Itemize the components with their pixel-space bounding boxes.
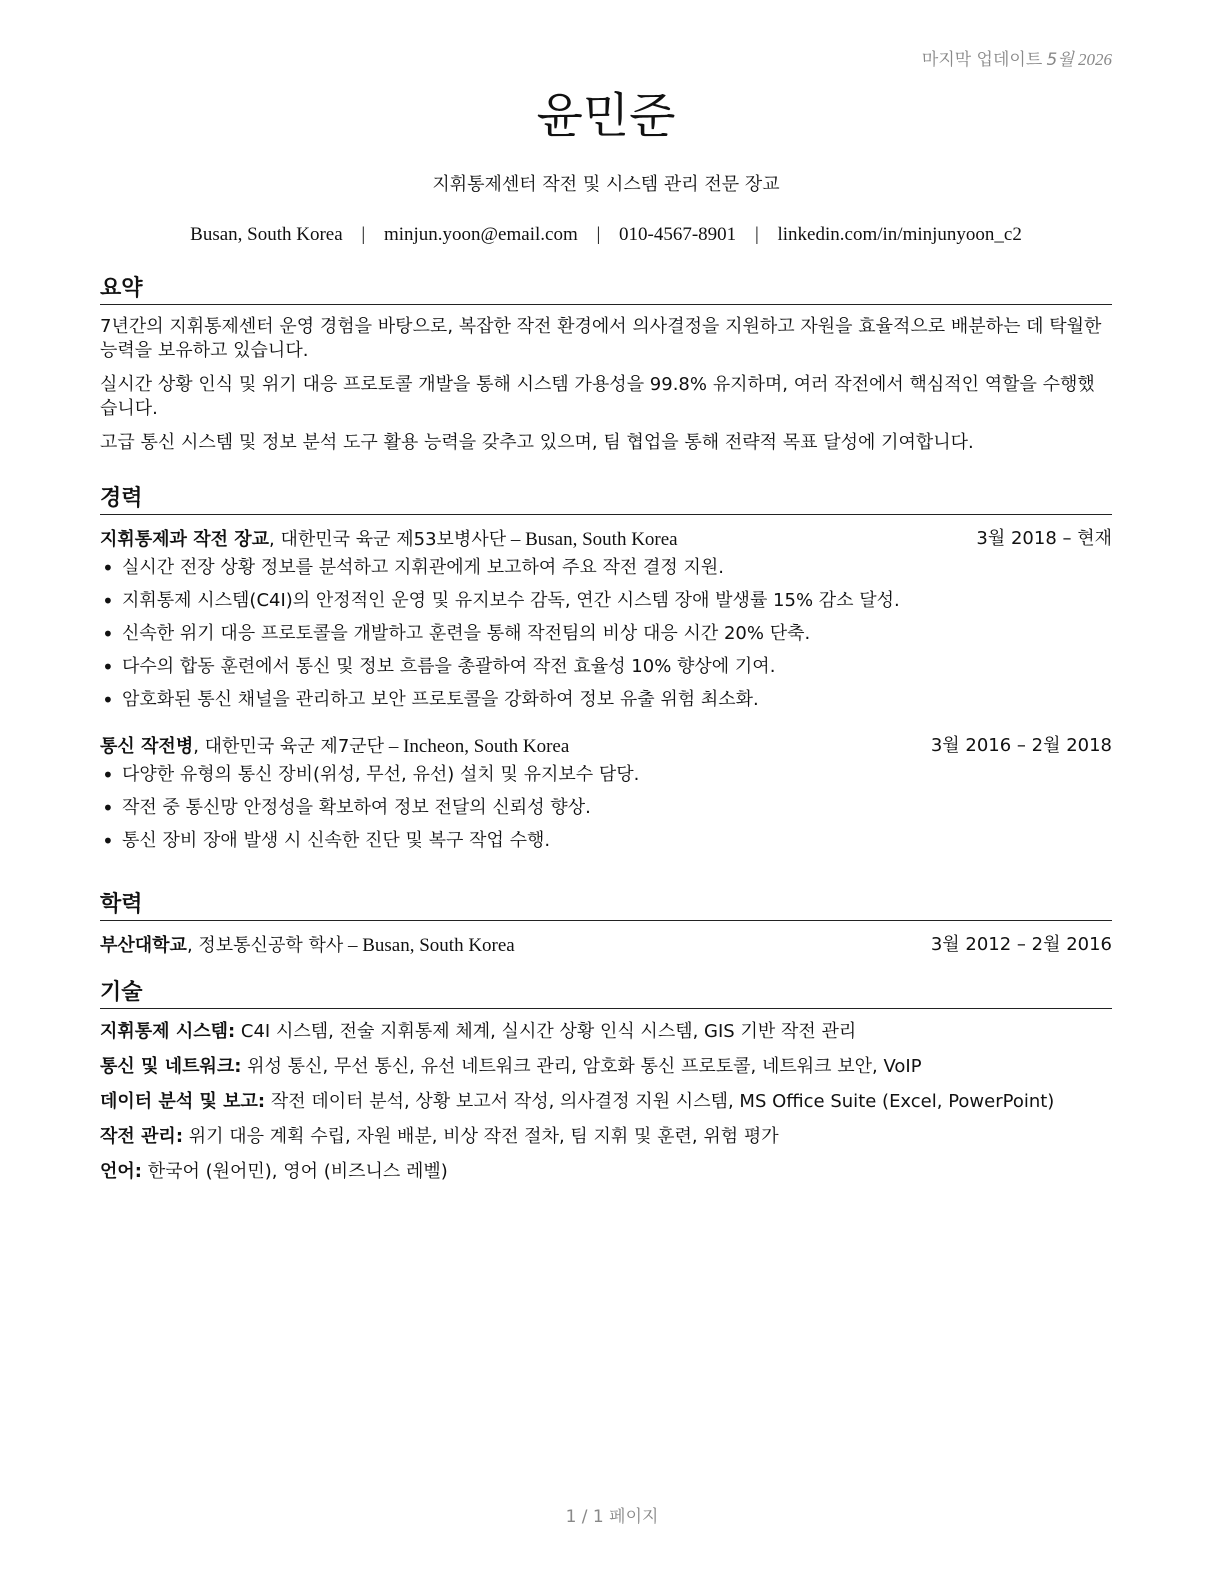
skill-label: 통신 및 네트워크: — [100, 1056, 242, 1077]
job-location: – Incheon, South Korea — [384, 736, 570, 757]
skill-row — [100, 1055, 1112, 1079]
summary-paragraph: 실시간 상황 인식 및 위기 대응 프로토콜 개발을 통해 시스템 가용성을 99.8% 유지하며, 여러 작전에서 핵심적인 역할을 수행했습니다. — [100, 374, 1095, 419]
degree: , 정보통신공학 학사 — [186, 935, 344, 956]
skill-value: C4I 시스템, 전술 지휘통제 체계, 실시간 상황 인식 시스템, GIS 기반 작전 관리 — [235, 1021, 857, 1042]
job-title: 지휘통제과 작전 장교 — [100, 529, 270, 550]
page-word: 페이지 — [609, 1507, 659, 1527]
skill-label: 작전 관리: — [100, 1126, 184, 1147]
skill-row — [100, 1090, 1112, 1114]
education-section — [100, 892, 1112, 958]
last-updated-label: 마지막 업데이트 — [921, 50, 1043, 70]
job-bullet: • 통신 장비 장애 발생 시 신속한 진단 및 복구 작업 수행. — [100, 829, 1112, 853]
contact-line — [100, 224, 1112, 246]
job-header — [100, 734, 1112, 759]
job-bullet: • 다양한 유형의 통신 장비(위성, 무선, 유선) 설치 및 유지보수 담당. — [100, 763, 1112, 787]
skill-label: 데이터 분석 및 보고: — [100, 1091, 266, 1112]
page-footer — [0, 1502, 1224, 1527]
last-updated-month: 5월 — [1046, 50, 1074, 70]
resume-subtitle: 지휘통제센터 작전 및 시스템 관리 전문 장교 — [432, 174, 780, 195]
job-dates: 3월 2018 – 현재 — [976, 528, 1112, 549]
job-bullet: • 암호화된 통신 채널을 관리하고 보안 프로토콜을 강화하여 정보 유출 위험 최소화. — [100, 688, 1112, 712]
job-bullet: • 다수의 합동 훈련에서 통신 및 정보 흐름을 총괄하여 작전 효율성 10% 향상에 기여. — [100, 655, 1112, 679]
skill-value: 위기 대응 계획 수립, 자원 배분, 비상 작전 절차, 팀 지휘 및 훈련, 위험 평가 — [183, 1126, 779, 1147]
job-org: , 대한민국 육군 제53보병사단 — [269, 529, 507, 550]
school-location: – Busan, South Korea — [343, 935, 515, 956]
school-name: 부산대학교 — [100, 935, 187, 956]
contact-email[interactable]: minjun.yoon@email.com — [383, 224, 578, 245]
job-location: – Busan, South Korea — [506, 529, 678, 550]
experience-heading: 경력 — [100, 486, 1112, 515]
last-updated-year: 2026 — [1078, 50, 1112, 69]
contact-separator: | — [361, 224, 366, 245]
job-bullet: • 지휘통제 시스템(C4I)의 안정적인 운영 및 유지보수 감독, 연간 시스템 장애 발생률 15% 감소 달성. — [100, 589, 1112, 613]
skill-label: 언어: — [100, 1161, 142, 1182]
job-org: , 대한민국 육군 제7군단 — [193, 736, 385, 757]
skills-heading: 기술 — [100, 980, 1112, 1009]
last-updated — [922, 45, 1112, 70]
job-bullets — [100, 556, 1112, 712]
skill-value: 작전 데이터 분석, 상황 보고서 작성, 의사결정 지원 시스템, MS Office Suite (Excel, PowerPoint) — [265, 1091, 1055, 1112]
summary-section — [100, 276, 1112, 455]
experience-section — [100, 486, 1112, 862]
job-bullets — [100, 763, 1112, 853]
skill-row — [100, 1125, 1112, 1149]
contact-separator: | — [596, 224, 601, 245]
resume-name: 윤민준 — [536, 88, 676, 144]
contact-phone[interactable]: 010-4567-8901 — [619, 224, 737, 245]
job-bullet: • 실시간 전장 상황 정보를 분석하고 지휘관에게 보고하여 주요 작전 결정 지원. — [100, 556, 1112, 580]
skills-section — [100, 980, 1112, 1184]
education-entry — [100, 933, 1112, 958]
contact-location: Busan, South Korea — [190, 224, 343, 245]
skill-value: 위성 통신, 무선 통신, 유선 네트워크 관리, 암호화 통신 프로토콜, 네트워크 보안, VoIP — [241, 1056, 922, 1077]
education-dates: 3월 2012 – 2월 2016 — [930, 934, 1112, 955]
summary-heading: 요약 — [100, 276, 1112, 305]
summary-paragraph: 7년간의 지휘통제센터 운영 경험을 바탕으로, 복잡한 작전 환경에서 의사결정을 지원하고 자원을 효율적으로 배분하는 데 탁월한 능력을 보유하고 있습니다. — [100, 316, 1102, 361]
skill-value: 한국어 (원어민), 영어 (비즈니스 레벨) — [141, 1161, 448, 1182]
skill-label: 지휘통제 시스템: — [100, 1021, 236, 1042]
page-indicator: 1 / 1 — [565, 1507, 604, 1527]
education-heading: 학력 — [100, 892, 1112, 921]
skill-row — [100, 1160, 1112, 1184]
contact-separator: | — [754, 224, 759, 245]
job-header — [100, 527, 1112, 552]
job-bullet: • 신속한 위기 대응 프로토콜을 개발하고 훈련을 통해 작전팀의 비상 대응 시간 20% 단축. — [100, 622, 1112, 646]
job-bullet: • 작전 중 통신망 안정성을 확보하여 정보 전달의 신뢰성 향상. — [100, 796, 1112, 820]
job-dates: 3월 2016 – 2월 2018 — [930, 735, 1112, 756]
skill-row — [100, 1020, 1112, 1044]
summary-paragraph: 고급 통신 시스템 및 정보 분석 도구 활용 능력을 갖추고 있으며, 팀 협업을 통해 전략적 목표 달성에 기여합니다. — [100, 432, 974, 453]
contact-linkedin[interactable]: linkedin.com/in/minjunyoon_c2 — [777, 224, 1022, 245]
job-title: 통신 작전병 — [100, 736, 194, 757]
